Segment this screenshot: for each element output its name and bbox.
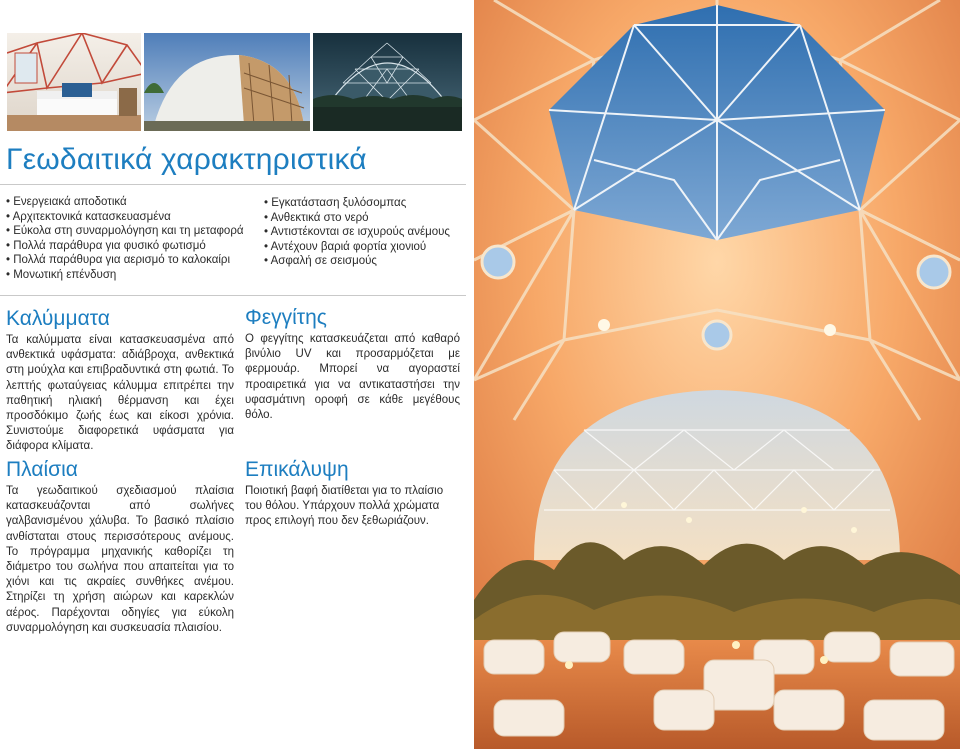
divider-middle [0,295,466,296]
section-text-skylight: Ο φεγγίτης κατασκευάζεται από καθαρό βινύλιο UV και προσαρμόζεται με φερμουάρ. Μπορεί να αγοραστεί προαιρετικά για να αντικαταστήσει την υφασμάτινη οροφή σε κάθε μεγέθους θόλο. [245,333,460,422]
list-item: • Εγκατάσταση ξυλόσομπας [264,197,407,209]
list-item: • Εύκολα στη συναρμολόγηση και τη μεταφορά [6,225,244,237]
section-heading-coating: Επικάλυψη [245,458,349,481]
section-heading-covers: Καλύμματα [6,307,110,330]
section-text-covers: Τα καλύμματα είναι κατασκευασμένα από ανθεκτικά υφάσματα: αδιάβροχα, ανθεκτικά στη μούχλα και επιβραδυντικά στη φωτιά. Το λεπτής φωταύγειας κάλυμμα επιτρέπει την παθητική ηλιακή θέρμανση και έχει προσδόκιμο ζωής έως και είκοσι χρόνια. Συνιστούμε διαφορετικά υφάσματα για διάφορα κλίματα. [6,334,234,453]
list-item: • Πολλά παράθυρα για αερισμό το καλοκαίρι [6,254,230,266]
section-heading-frames: Πλαίσια [6,458,78,481]
list-item: • Ανθεκτικά στο νερό [264,211,369,224]
dome-construction-photo [144,33,310,131]
list-item: • Αντέχουν βαριά φορτία χιονιού [264,240,427,253]
section-heading-skylight: Φεγγίτης [245,306,327,329]
list-item: • Αρχιτεκτονικά κατασκευασμένα [6,210,171,223]
features-list-right [264,196,450,269]
list-item: • Αντιστέκονται σε ισχυρούς ανέμους [264,226,450,238]
section-text-coating: Ποιοτική βαφή διατίθεται για το πλαίσιο του θόλου. Υπάρχουν πολλά χρώματα προς επιλογή που δεν ξεθωριάζουν. [245,485,444,528]
page-title: Γεωδαιτικά χαρακτηριστικά [6,143,367,176]
features-list-left [6,195,244,282]
list-item: • Ασφαλή σε σεισμούς [264,255,377,267]
section-text-frames: Τα γεωδαιτικού σχεδιασμού πλαίσια κατασκευάζονται από σωλήνες γαλβανισμένου χάλυβα. Το βασικό πλαίσιο ανθίσταται στους περισσότερους ανέμους. Το πρόγραμμα μηχανικής καθορίζει τη διάμετρο του σωλήνα που απαιτείται για το χιόνι και τις ακραίες συνθήκες ανέμου. Στηρίζει τη χρήση αιώρων και καρεκλών αέρος. Παρέχονται οδηγίες για εύκολη συναρμολόγηση και συσκευασία πλαισίου. [6,485,234,634]
dome-interior-photo [474,0,960,749]
list-item: • Ενεργειακά αποδοτικά [6,196,127,208]
list-item: • Μονωτική επένδυση [6,268,117,281]
glass-dome-photo [313,33,462,131]
divider-top [0,184,466,185]
dome-bedroom-photo [7,33,141,131]
list-item: • Πολλά παράθυρα για φυσικό φωτισμό [6,239,206,252]
